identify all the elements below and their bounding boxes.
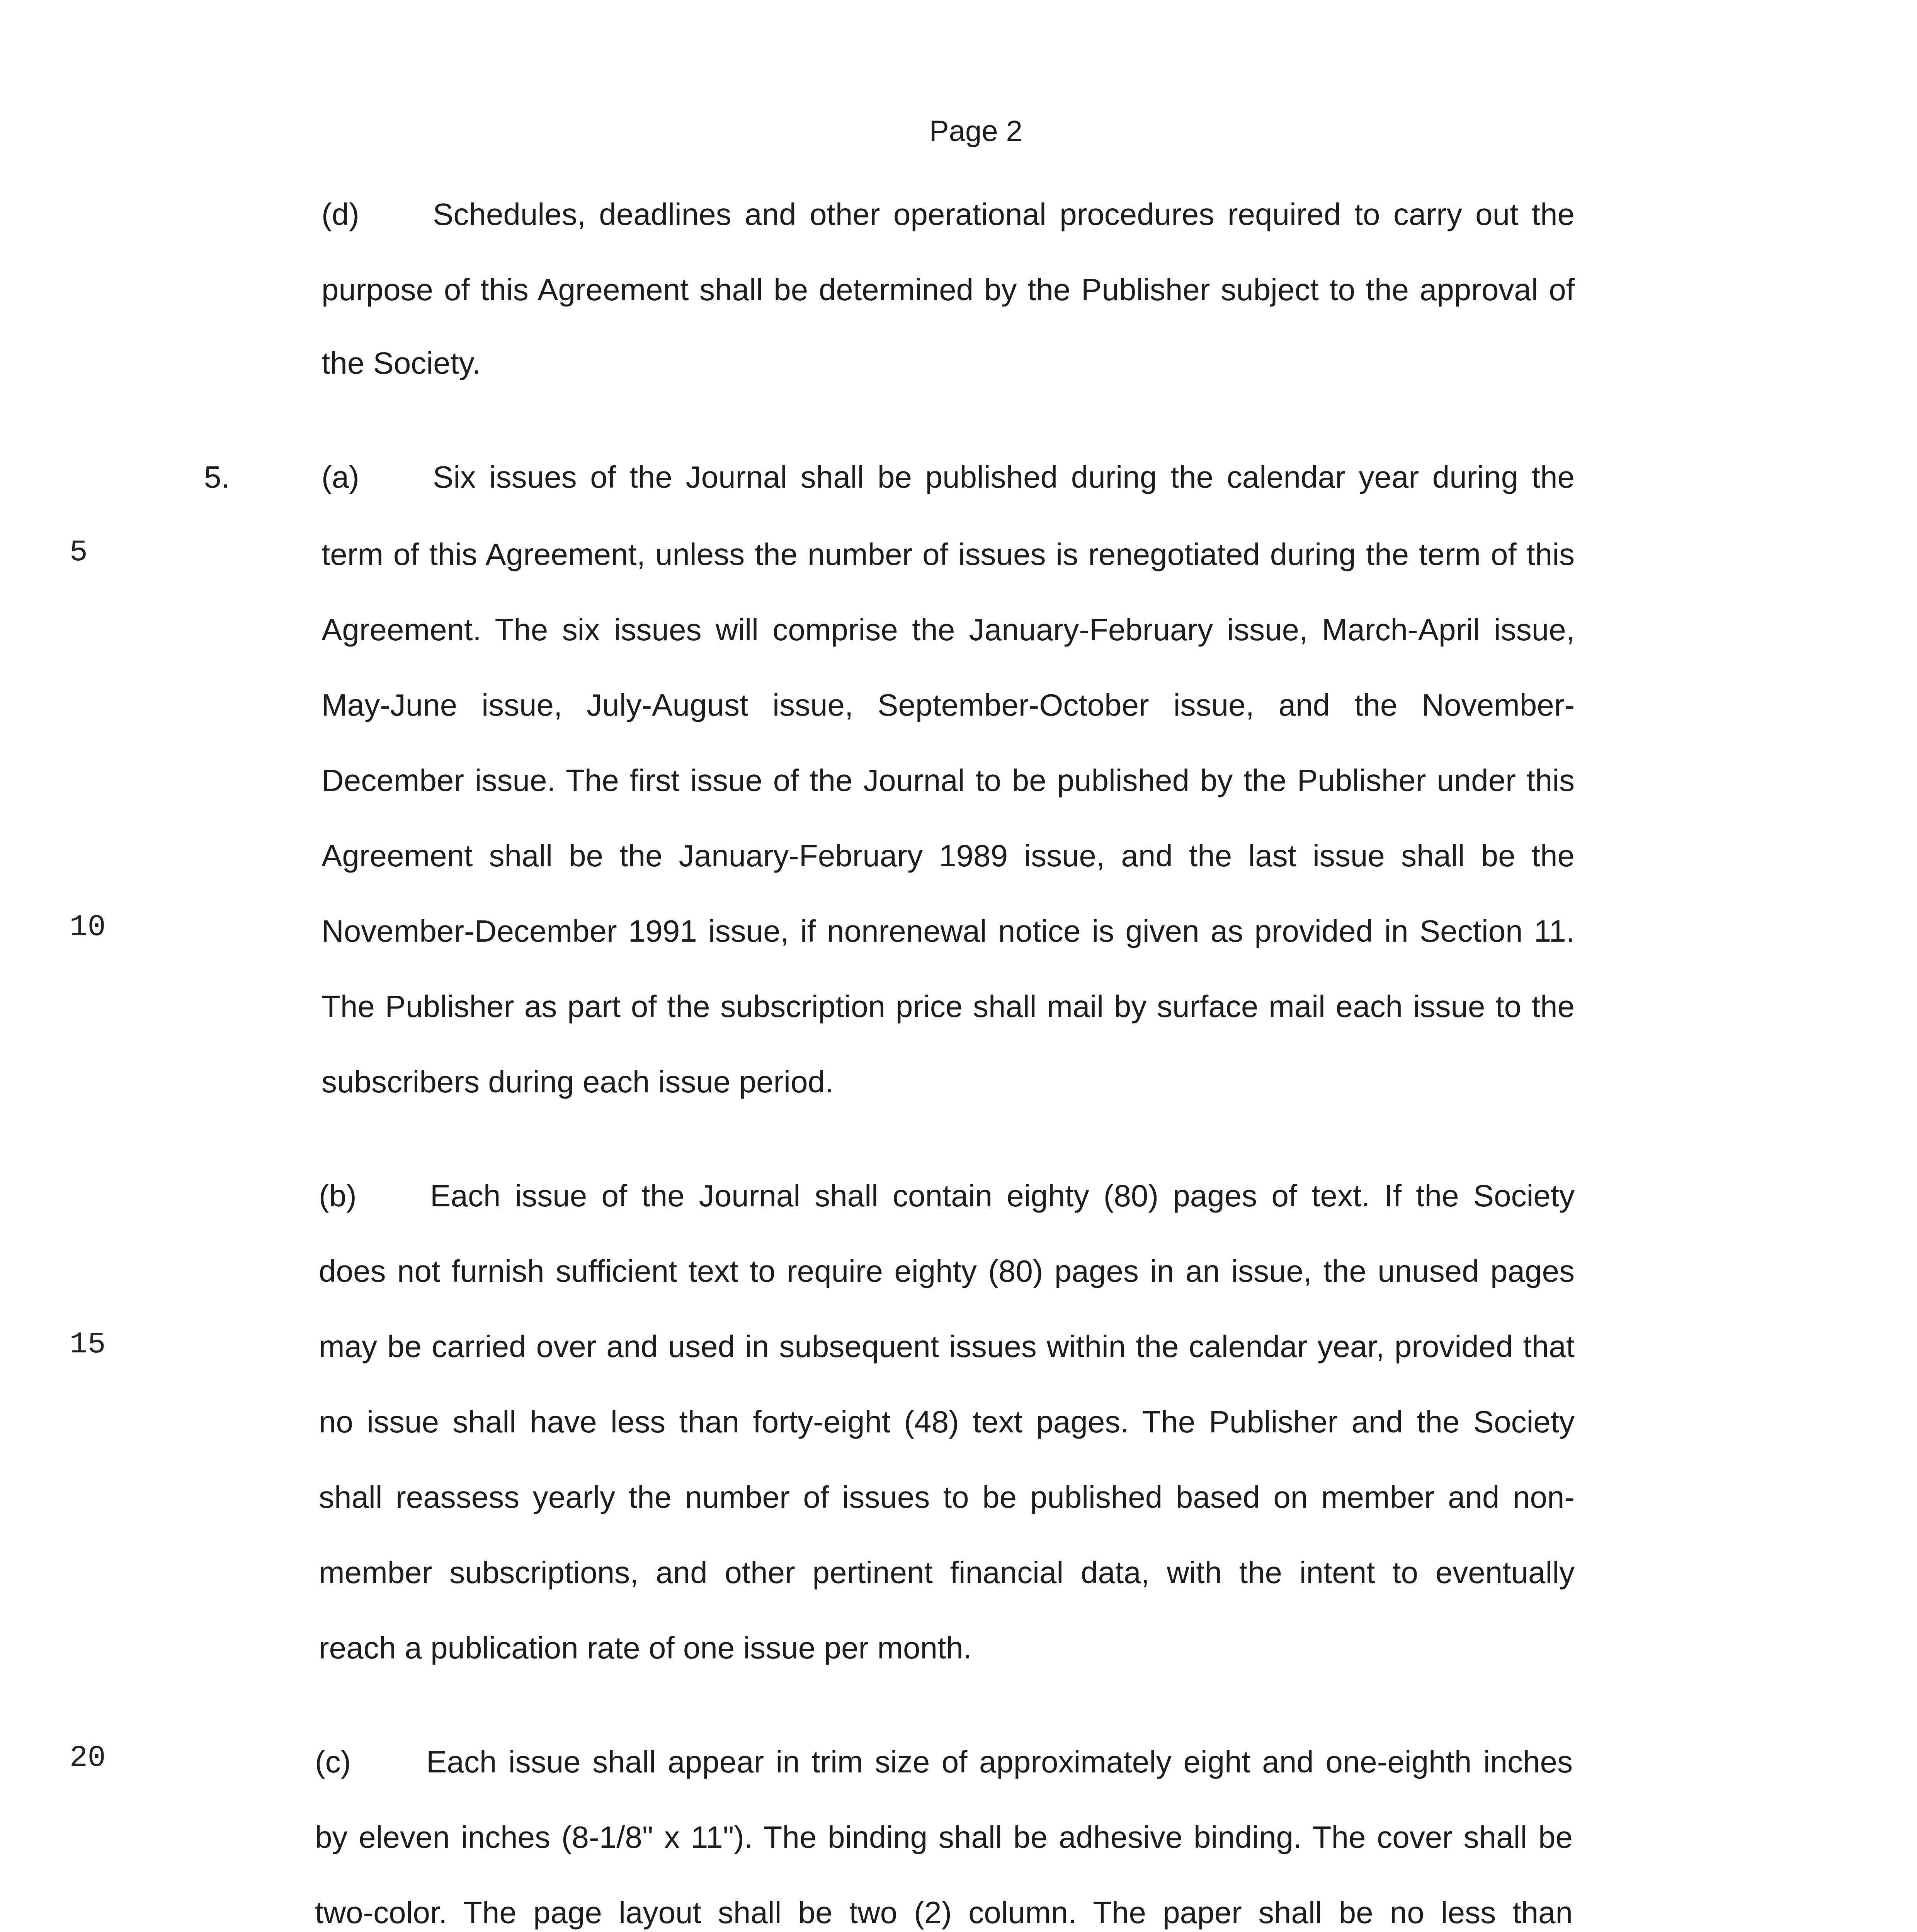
paragraph-a-line: Agreement. The six issues will comprise the January-February issue, March-April issue, [321, 612, 1575, 647]
paragraph-b-line: does not furnish sufficient text to require eighty (80) pages in an issue, the unused pages [319, 1254, 1575, 1288]
paragraph-a-line: subscribers during each issue period. [321, 1065, 834, 1099]
paragraph-d-line: (d) Schedules, deadlines and other operational procedures required to carry out the [321, 195, 1575, 234]
paragraph-a-line: Agreement shall be the January-February 1989 issue, and the last issue shall be the [321, 838, 1575, 873]
paragraph-b-label: (b) [319, 1179, 357, 1213]
paragraph-c-label: (c) [315, 1745, 351, 1779]
paragraph-c-line: two-color. The page layout shall be two (2) column. The paper shall be no less than [315, 1895, 1573, 1930]
paragraph-a-line: May-June issue, July-August issue, September-October issue, and the November- [321, 688, 1575, 722]
paragraph-a-line: December issue. The first issue of the Journal to be published by the Publisher under this [321, 763, 1575, 798]
paragraph-d-line: the Society. [321, 346, 481, 380]
paragraph-b-line: reach a publication rate of one issue per month. [319, 1631, 972, 1665]
paragraph-c-line: (c) Each issue shall appear in trim size of approximately eight and one-eighth inches [315, 1743, 1573, 1781]
paragraph-d-label: (d) [321, 197, 359, 231]
paragraph-b-line: no issue shall have less than forty-eight (48) text pages. The Publisher and the Society [319, 1405, 1575, 1439]
paragraph-b-line: (b) Each issue of the Journal shall contain eighty (80) pages of text. If the Society [319, 1177, 1575, 1215]
line-number-15: 15 [70, 1328, 106, 1362]
line-number-5: 5 [70, 536, 88, 570]
paragraph-d-line: purpose of this Agreement shall be determined by the Publisher subject to the approval of [321, 272, 1575, 307]
paragraph-b-line: shall reassess yearly the number of issues to be published based on member and non- [319, 1480, 1575, 1514]
section-number: 5. [204, 460, 230, 494]
paragraph-a-line: term of this Agreement, unless the number of issues is renegotiated during the term of this [321, 537, 1575, 571]
paragraph-b-line: member subscriptions, and other pertinent financial data, with the intent to eventually [319, 1555, 1575, 1590]
paragraph-a-line: The Publisher as part of the subscription price shall mail by surface mail each issue to the [321, 989, 1575, 1024]
paragraph-b-line: may be carried over and used in subsequent issues within the calendar year, provided that [319, 1329, 1575, 1364]
paragraph-a-line: November-December 1991 issue, if nonrenewal notice is given as provided in Section 11. [321, 914, 1575, 948]
paragraph-c-line: by eleven inches (8-1/8" x 11"). The binding shall be adhesive binding. The cover shall be [315, 1820, 1573, 1854]
page-number-header: Page 2 [929, 115, 1022, 148]
line-number-20: 20 [70, 1741, 106, 1775]
paragraph-a-line: (a) Six issues of the Journal shall be published during the calendar year during the [321, 458, 1575, 497]
paragraph-a-label: (a) [321, 460, 359, 494]
line-number-10: 10 [70, 910, 106, 944]
